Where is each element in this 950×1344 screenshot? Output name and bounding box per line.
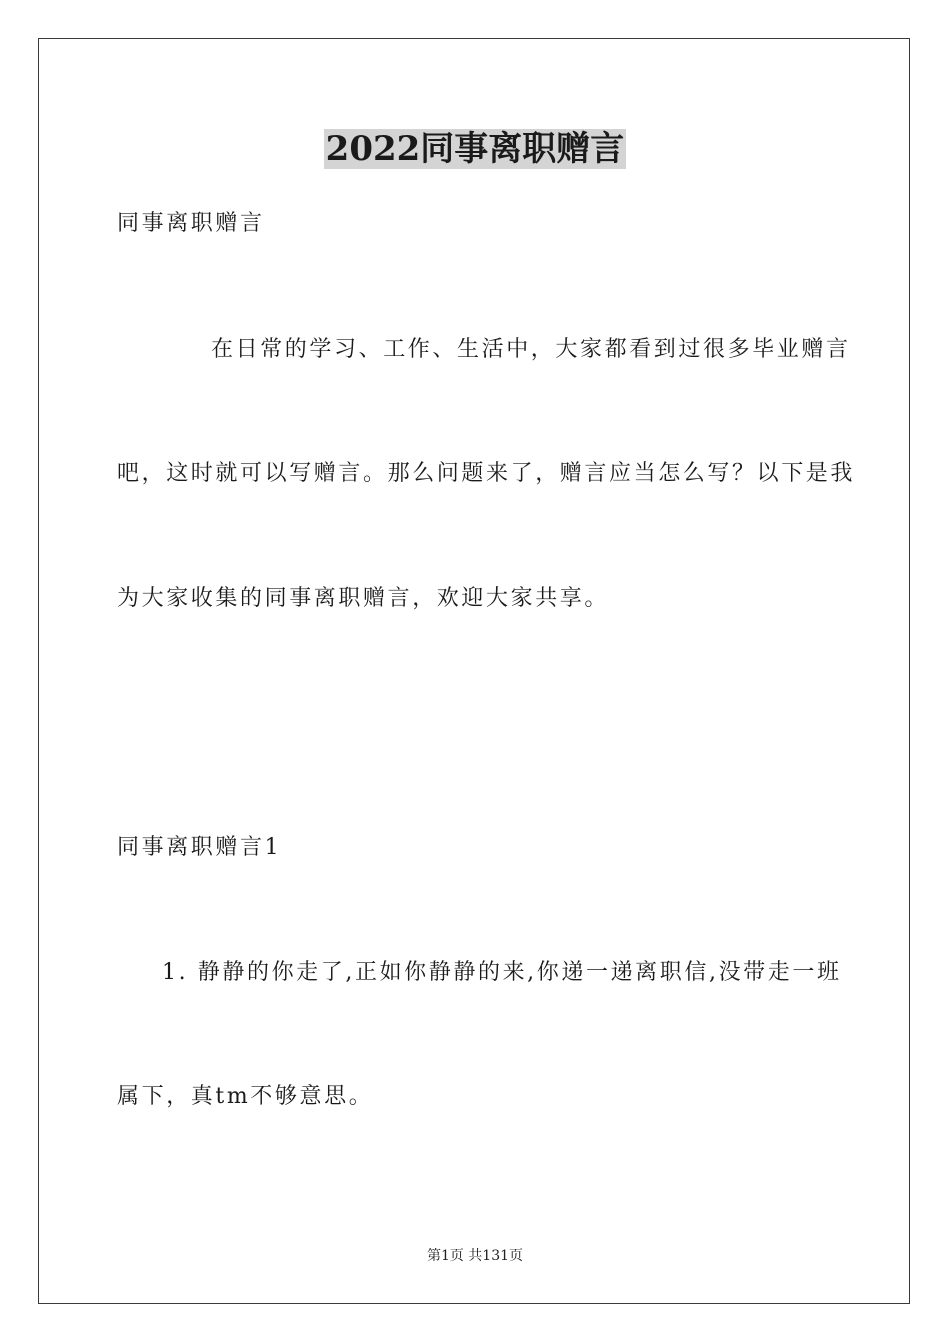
list-item-line: 1. 静静的你走了,正如你静静的来,你递一递离职信,没带走一班 bbox=[162, 960, 842, 985]
document-title-text: 2022同事离职赠言 bbox=[325, 129, 625, 169]
intro-paragraph-line: 在日常的学习、工作、生活中，大家都看到过很多毕业赠言 bbox=[211, 337, 851, 362]
section-heading: 同事离职赠言1 bbox=[117, 835, 282, 860]
page-footer: 第1页 共131页 bbox=[426, 1248, 524, 1264]
document-subtitle: 同事离职赠言 bbox=[117, 211, 265, 236]
document-title bbox=[0, 128, 950, 170]
list-item-line: 属下，真tm不够意思。 bbox=[117, 1084, 374, 1109]
intro-paragraph-line: 吧，这时就可以写赠言。那么问题来了，赠言应当怎么写？以下是我 bbox=[117, 461, 856, 486]
intro-paragraph-line: 为大家收集的同事离职赠言，欢迎大家共享。 bbox=[117, 586, 610, 611]
